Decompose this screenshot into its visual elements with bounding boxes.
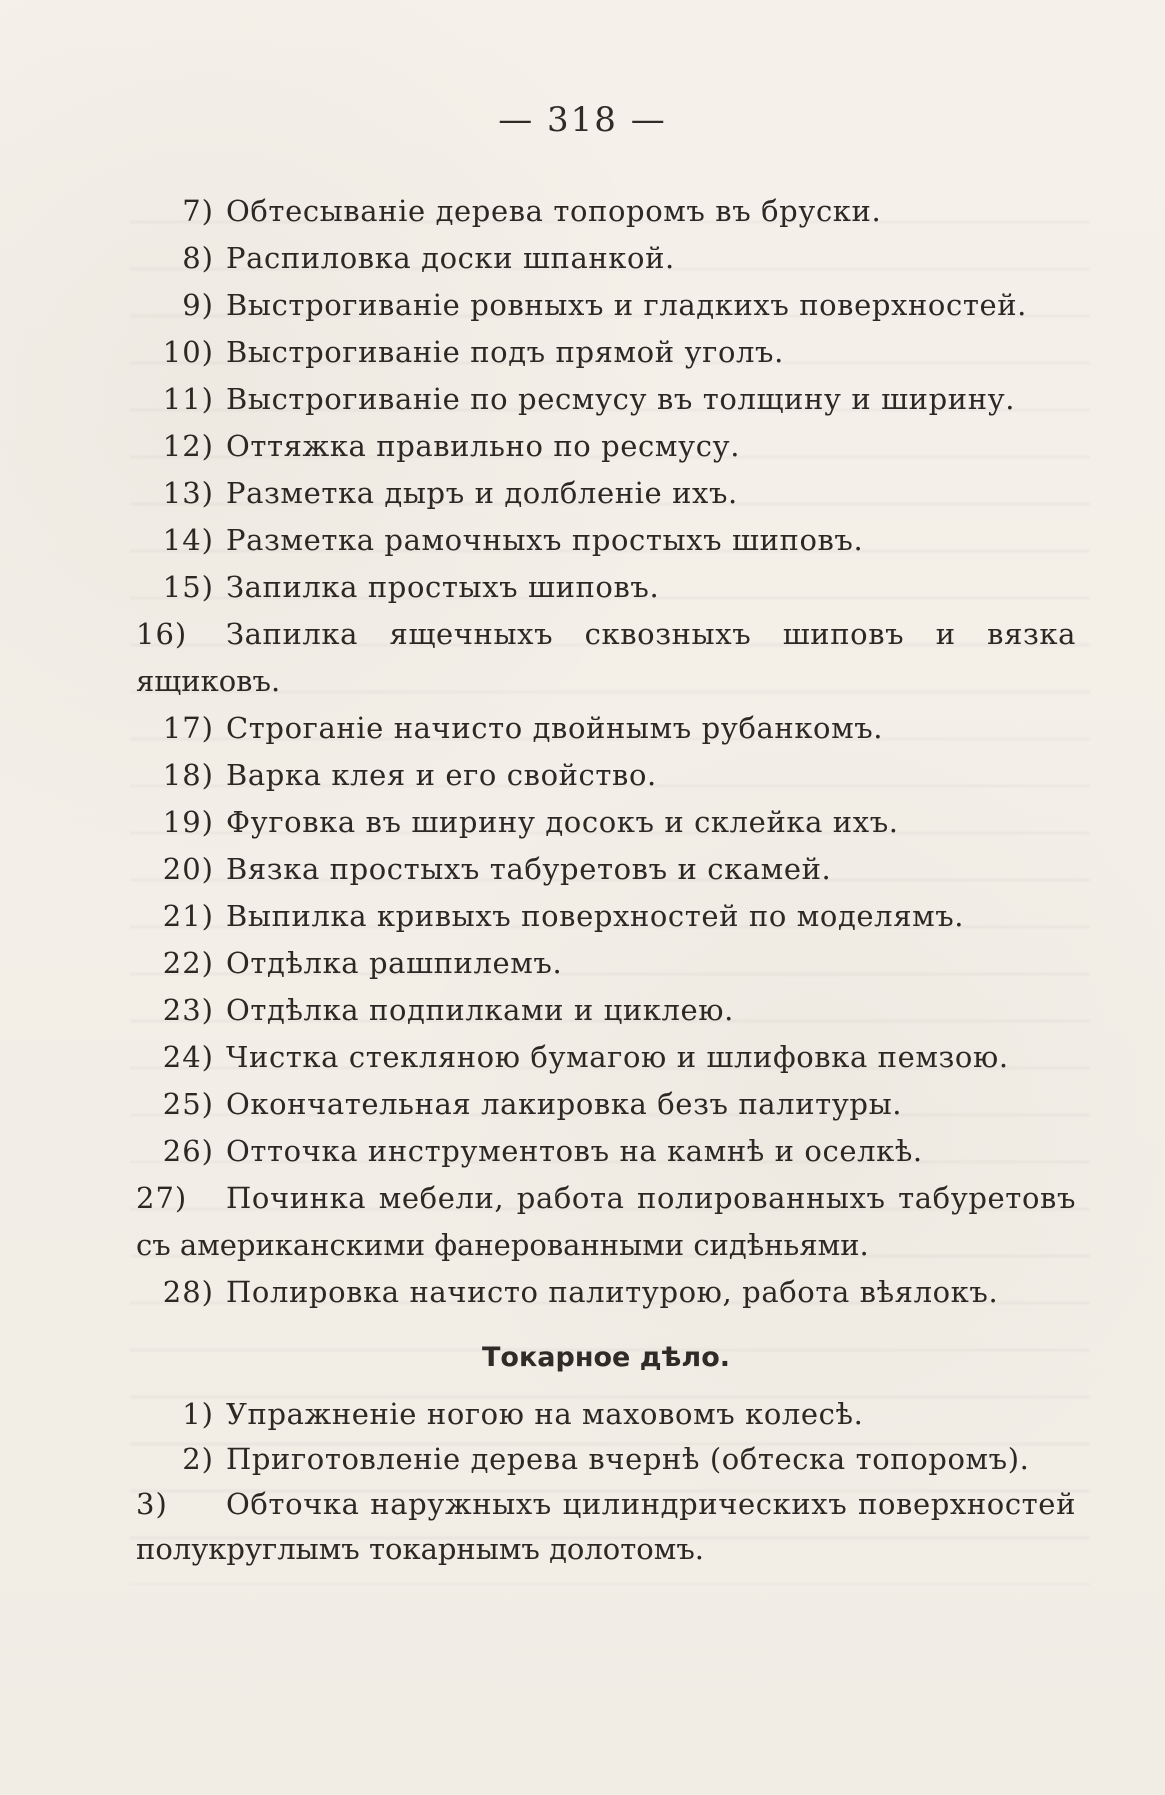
item-text: Вязка простыхъ табуретовъ и скамей. — [226, 852, 832, 886]
item-text: Упражненіе ногою на маховомъ колесѣ. — [226, 1397, 864, 1431]
list-item — [136, 1081, 1076, 1128]
item-text: Отточка инструментовъ на камнѣ и оселкѣ. — [226, 1134, 923, 1168]
list-item — [136, 752, 1076, 799]
item-text: Фуговка въ ширину досокъ и склейка ихъ. — [226, 805, 899, 839]
item-text: Обтесываніе дерева топоромъ въ бруски. — [226, 194, 882, 228]
item-number: 10) — [162, 335, 214, 369]
list-item — [136, 1128, 1076, 1175]
item-text: Починка мебели, работа полированныхъ табуретовъ — [226, 1181, 1076, 1215]
item-text: Варка клея и его свойство. — [226, 758, 657, 792]
list-item — [136, 1269, 1076, 1316]
item-text: Оттяжка правильно по ресмусу. — [226, 429, 741, 463]
list-item-wrapped — [136, 1175, 1076, 1269]
item-number: 12) — [162, 429, 214, 463]
list-item — [136, 893, 1076, 940]
item-number: 14) — [162, 523, 214, 557]
list-item — [136, 846, 1076, 893]
item-text: Выстрогиваніе подъ прямой уголъ. — [226, 335, 784, 369]
item-continuation: съ американскими фанерованными сидѣньями. — [136, 1228, 869, 1262]
list-item — [136, 423, 1076, 470]
item-number: 15) — [162, 570, 214, 604]
item-text: Разметка дыръ и долбленіе ихъ. — [226, 476, 738, 510]
item-text: Полировка начисто палитурою, работа вѣялокъ. — [226, 1275, 999, 1309]
item-number: 17) — [162, 711, 214, 745]
item-number: 7) — [182, 194, 214, 228]
item-text: Строганіе начисто двойнымъ рубанкомъ. — [226, 711, 884, 745]
list-item — [136, 329, 1076, 376]
item-text: Выпилка кривыхъ поверхностей по моделямъ. — [226, 899, 965, 933]
item-number: 25) — [162, 1087, 214, 1121]
item-first-line — [136, 1175, 1076, 1222]
item-number: 26) — [162, 1134, 214, 1168]
item-text: Распиловка доски шпанкой. — [226, 241, 675, 275]
item-number: 9) — [182, 288, 214, 322]
item-text: Отдѣлка рашпилемъ. — [226, 946, 563, 980]
item-number: 24) — [162, 1040, 214, 1074]
item-continuation: ящиковъ. — [136, 664, 281, 698]
item-number: 23) — [162, 993, 214, 1027]
list-item — [136, 470, 1076, 517]
item-number: 21) — [162, 899, 214, 933]
page-number: — 318 — — [498, 100, 667, 140]
list-item — [136, 517, 1076, 564]
list-item — [136, 1437, 1076, 1482]
item-number: 11) — [162, 382, 214, 416]
item-number: 3) — [136, 1487, 168, 1521]
item-text: Обточка наружныхъ цилиндрическихъ поверхностей — [226, 1487, 1076, 1521]
item-text: Запилка простыхъ шиповъ. — [226, 570, 660, 604]
list-item — [136, 564, 1076, 611]
list-item — [136, 1034, 1076, 1081]
item-text: Чистка стекляною бумагою и шлифовка пемзою. — [226, 1040, 1009, 1074]
item-number: 28) — [162, 1275, 214, 1309]
item-number: 16) — [136, 617, 188, 651]
item-continuation: полукруглымъ токарнымъ долотомъ. — [136, 1532, 704, 1566]
list-item — [136, 705, 1076, 752]
item-number: 8) — [182, 241, 214, 275]
item-text: Окончательная лакировка безъ палитуры. — [226, 1087, 903, 1121]
item-text: Выстрогиваніе по ресмусу въ толщину и ширину. — [226, 382, 1016, 416]
item-first-line — [136, 1482, 1076, 1527]
item-number: 22) — [162, 946, 214, 980]
list-item — [136, 940, 1076, 987]
list-item — [136, 799, 1076, 846]
item-text: Отдѣлка подпилками и циклею. — [226, 993, 734, 1027]
item-number: 13) — [162, 476, 214, 510]
item-number: 20) — [162, 852, 214, 886]
list-item — [136, 188, 1076, 235]
item-number: 18) — [162, 758, 214, 792]
item-number: 27) — [136, 1181, 188, 1215]
item-number: 19) — [162, 805, 214, 839]
list-item — [136, 376, 1076, 423]
item-text: Запилка ящечныхъ сквозныхъ шиповъ и вязка — [226, 617, 1076, 651]
list-item — [136, 282, 1076, 329]
list-item — [136, 1392, 1076, 1437]
document-body — [136, 188, 1076, 1572]
item-text: Приготовленіе дерева вчернѣ (обтеска топоромъ). — [226, 1442, 1030, 1476]
item-first-line — [136, 611, 1076, 658]
list-item-wrapped — [136, 1482, 1076, 1572]
list-item — [136, 235, 1076, 282]
list-item-wrapped — [136, 611, 1076, 705]
item-number: 1) — [182, 1397, 214, 1431]
item-text: Разметка рамочныхъ простыхъ шиповъ. — [226, 523, 864, 557]
section-heading: Токарное дѣло. — [481, 1342, 730, 1373]
item-number: 2) — [182, 1442, 214, 1476]
item-text: Выстрогиваніе ровныхъ и гладкихъ поверхностей. — [226, 288, 1027, 322]
list-item — [136, 987, 1076, 1034]
